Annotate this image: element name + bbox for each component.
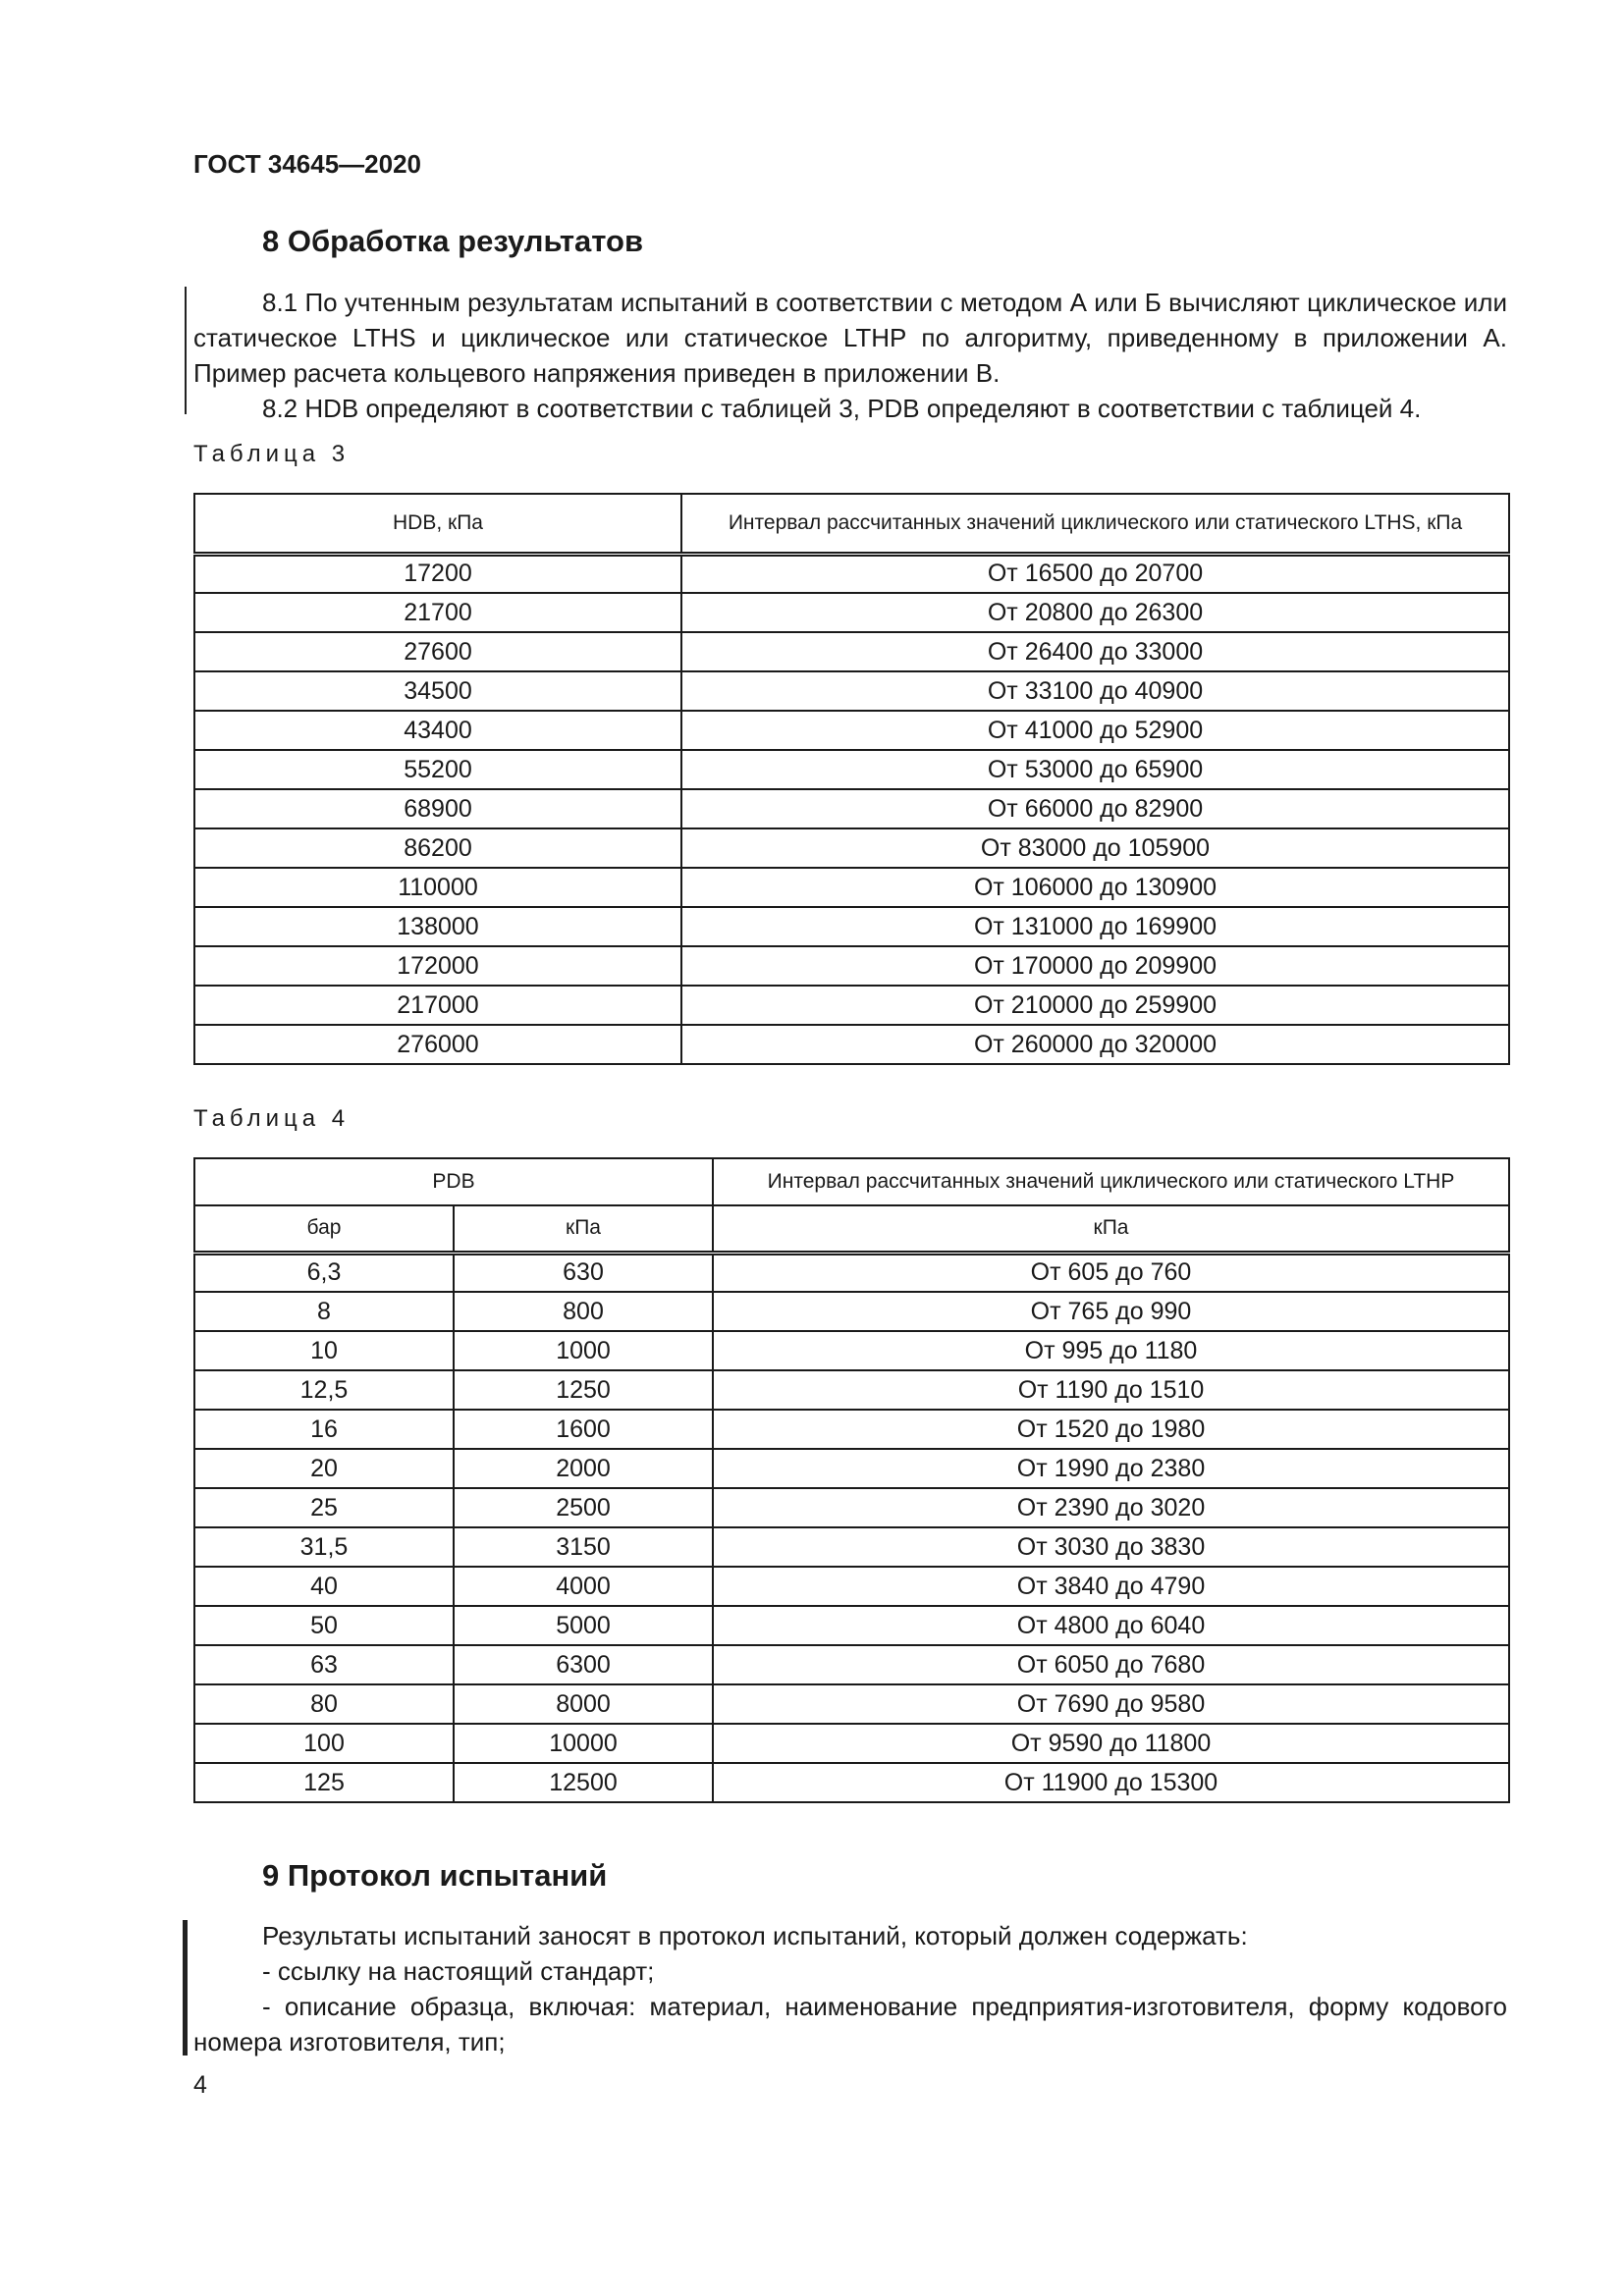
pdb-bar-value: 12,5 (194, 1370, 454, 1410)
lths-interval: От 16500 до 20700 (681, 554, 1509, 593)
table-row (194, 789, 1509, 828)
pdb-kpa-value: 8000 (454, 1684, 713, 1724)
lthp-interval: От 1990 до 2380 (713, 1449, 1509, 1488)
table-row (194, 632, 1509, 671)
pdb-kpa-value: 2500 (454, 1488, 713, 1527)
lthp-interval: От 1190 до 1510 (713, 1370, 1509, 1410)
table-row (194, 1684, 1509, 1724)
lths-interval: От 41000 до 52900 (681, 711, 1509, 750)
hdb-value: 276000 (194, 1025, 681, 1064)
table-4-unit-bar: бар (194, 1205, 454, 1253)
page-number: 4 (193, 2071, 207, 2099)
table-row (194, 554, 1509, 593)
lthp-interval: От 2390 до 3020 (713, 1488, 1509, 1527)
pdb-kpa-value: 5000 (454, 1606, 713, 1645)
lthp-interval: От 7690 до 9580 (713, 1684, 1509, 1724)
hdb-value: 138000 (194, 907, 681, 946)
table-row (194, 1410, 1509, 1449)
paragraph-8-1: 8.1 По учтенным результатам испытаний в соответствии с методом А или Б вычисляют циклическое или статическое LTHS и циклическое или статическое LTHP по алгоритму, приведенному в приложении А. Пример расчета кольцевого напряжения приведен в приложении В. (193, 288, 1507, 388)
table-row (194, 1292, 1509, 1331)
protocol-item: - описание образца, включая: материал, наименование предприятия-изготовителя, форму кодового номера изготовителя, тип; (193, 1992, 1507, 2056)
hdb-value: 21700 (194, 593, 681, 632)
section-8-text (193, 285, 1507, 426)
hdb-value: 55200 (194, 750, 681, 789)
section-9-heading: 9 Протокол испытаний (262, 1858, 608, 1893)
pdb-bar-value: 20 (194, 1449, 454, 1488)
table-3-col-interval: Интервал рассчитанных значений циклического или статического LTHS, кПа (681, 494, 1509, 554)
table-4-units-row (194, 1205, 1509, 1253)
table-row (194, 1567, 1509, 1606)
table-row (194, 1606, 1509, 1645)
pdb-kpa-value: 1000 (454, 1331, 713, 1370)
pdb-bar-value: 100 (194, 1724, 454, 1763)
table-4-header-row (194, 1158, 1509, 1205)
protocol-intro: Результаты испытаний заносят в протокол испытаний, который должен содержать: (262, 1921, 1248, 1950)
hdb-value: 17200 (194, 554, 681, 593)
table-row (194, 946, 1509, 986)
table-row (194, 1331, 1509, 1370)
table-4-unit-kpa-interval: кПа (713, 1205, 1509, 1253)
lths-interval: От 66000 до 82900 (681, 789, 1509, 828)
table-3-col-hdb: HDB, кПа (194, 494, 681, 554)
hdb-value: 110000 (194, 868, 681, 907)
pdb-kpa-value: 2000 (454, 1449, 713, 1488)
lths-interval: От 106000 до 130900 (681, 868, 1509, 907)
lthp-interval: От 765 до 990 (713, 1292, 1509, 1331)
protocol-item: - ссылку на настоящий стандарт; (262, 1956, 655, 1986)
lths-interval: От 131000 до 169900 (681, 907, 1509, 946)
pdb-kpa-value: 1250 (454, 1370, 713, 1410)
table-row (194, 593, 1509, 632)
lths-interval: От 170000 до 209900 (681, 946, 1509, 986)
table-row (194, 868, 1509, 907)
lthp-interval: От 1520 до 1980 (713, 1410, 1509, 1449)
hdb-value: 86200 (194, 828, 681, 868)
lths-interval: От 20800 до 26300 (681, 593, 1509, 632)
table-row (194, 1724, 1509, 1763)
table-3-header-row (194, 494, 1509, 554)
pdb-bar-value: 8 (194, 1292, 454, 1331)
hdb-value: 217000 (194, 986, 681, 1025)
pdb-kpa-value: 1600 (454, 1410, 713, 1449)
pdb-kpa-value: 6300 (454, 1645, 713, 1684)
pdb-bar-value: 125 (194, 1763, 454, 1802)
pdb-bar-value: 6,3 (194, 1253, 454, 1292)
table-row (194, 828, 1509, 868)
lthp-interval: От 4800 до 6040 (713, 1606, 1509, 1645)
hdb-value: 68900 (194, 789, 681, 828)
lthp-interval: От 605 до 760 (713, 1253, 1509, 1292)
lths-interval: От 53000 до 65900 (681, 750, 1509, 789)
table-3-caption: Таблица 3 (193, 441, 351, 467)
table-row (194, 671, 1509, 711)
table-row (194, 986, 1509, 1025)
table-4-unit-kpa: кПа (454, 1205, 713, 1253)
pdb-bar-value: 10 (194, 1331, 454, 1370)
pdb-bar-value: 16 (194, 1410, 454, 1449)
pdb-bar-value: 63 (194, 1645, 454, 1684)
hdb-value: 172000 (194, 946, 681, 986)
table-row (194, 1025, 1509, 1064)
pdb-bar-value: 31,5 (194, 1527, 454, 1567)
table-row (194, 1449, 1509, 1488)
lths-interval: От 210000 до 259900 (681, 986, 1509, 1025)
table-row (194, 1645, 1509, 1684)
pdb-bar-value: 50 (194, 1606, 454, 1645)
table-row (194, 1488, 1509, 1527)
pdb-kpa-value: 4000 (454, 1567, 713, 1606)
change-bar (185, 287, 187, 414)
pdb-kpa-value: 630 (454, 1253, 713, 1292)
lthp-interval: От 3030 до 3830 (713, 1527, 1509, 1567)
section-8-heading: 8 Обработка результатов (262, 224, 644, 258)
section-9-text (193, 1918, 1507, 2059)
hdb-value: 34500 (194, 671, 681, 711)
document-code: ГОСТ 34645—2020 (193, 149, 421, 179)
lthp-interval: От 3840 до 4790 (713, 1567, 1509, 1606)
table-row (194, 711, 1509, 750)
pdb-bar-value: 80 (194, 1684, 454, 1724)
table-row (194, 750, 1509, 789)
lthp-interval: От 11900 до 15300 (713, 1763, 1509, 1802)
table-row (194, 1763, 1509, 1802)
pdb-kpa-value: 800 (454, 1292, 713, 1331)
table-row (194, 1370, 1509, 1410)
lthp-interval: От 6050 до 7680 (713, 1645, 1509, 1684)
pdb-kpa-value: 10000 (454, 1724, 713, 1763)
table-4 (193, 1157, 1510, 1803)
pdb-kpa-value: 3150 (454, 1527, 713, 1567)
table-4-col-pdb: PDB (194, 1158, 713, 1205)
table-row (194, 1253, 1509, 1292)
lthp-interval: От 995 до 1180 (713, 1331, 1509, 1370)
paragraph-8-2: 8.2 HDB определяют в соответствии с таблицей 3, PDB определяют в соответствии с таблицей 4. (262, 394, 1422, 423)
table-4-caption: Таблица 4 (193, 1105, 351, 1132)
hdb-value: 27600 (194, 632, 681, 671)
pdb-kpa-value: 12500 (454, 1763, 713, 1802)
change-bar (183, 1920, 188, 2056)
table-row (194, 1527, 1509, 1567)
pdb-bar-value: 40 (194, 1567, 454, 1606)
table-4-col-interval: Интервал рассчитанных значений циклического или статического LTHP (713, 1158, 1509, 1205)
hdb-value: 43400 (194, 711, 681, 750)
lths-interval: От 83000 до 105900 (681, 828, 1509, 868)
lths-interval: От 26400 до 33000 (681, 632, 1509, 671)
lths-interval: От 260000 до 320000 (681, 1025, 1509, 1064)
pdb-bar-value: 25 (194, 1488, 454, 1527)
lths-interval: От 33100 до 40900 (681, 671, 1509, 711)
lthp-interval: От 9590 до 11800 (713, 1724, 1509, 1763)
table-row (194, 907, 1509, 946)
table-3 (193, 493, 1510, 1065)
